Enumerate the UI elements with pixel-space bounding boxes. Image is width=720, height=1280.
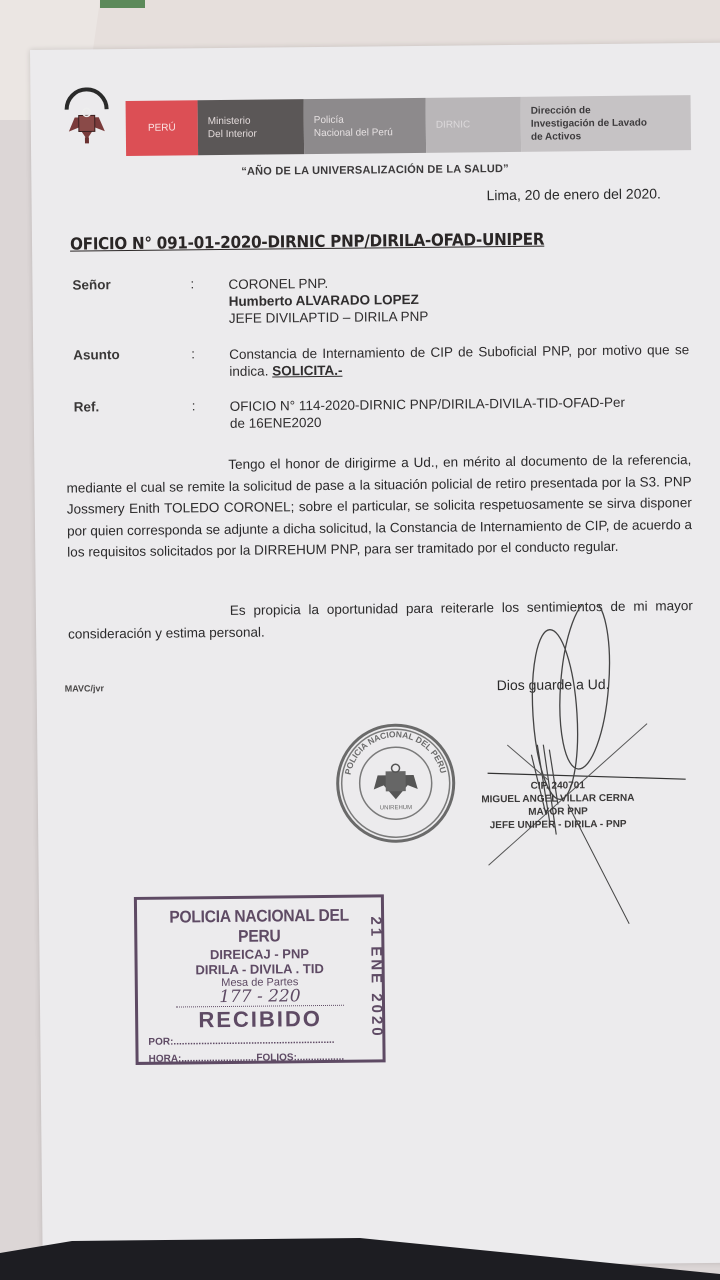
signatory-block [468, 779, 649, 833]
addressee-rank: CORONEL PNP. [228, 275, 329, 292]
closing-salutation: Dios guarde a Ud. [496, 675, 610, 694]
addressee-position: JEFE DIVILAPTID – DIRILA PNP [228, 308, 429, 326]
stamp-mesa-partes: Mesa de Partes [221, 976, 299, 990]
reference-label: Ref. [73, 399, 100, 415]
stamp-status: RECIBIDO [176, 1005, 344, 1034]
body-paragraph-1: Tengo el honor de dirigirme a Ud., en mérito al documento de la referencia, mediante el cual se remite la solicitud de pase a la situación policial de retiro presentada por la S3. PNP Jossmery Enith TOLEDO CORONEL; sobre el particular, se solicita respetuosamente se sirva disponer por quien corresponda se adjunte a dicha solicitud, la Constancia de Internamiento de CIP, de acuerdo a los requisitos solicitados por la DIRREHUM PNP, para ser tramitado por el conducto regular. [66, 452, 693, 560]
peru-label: PERÚ [126, 100, 199, 156]
stamp-handwritten-number: 177 - 220 [219, 986, 301, 1008]
subject-colon: : [191, 346, 196, 362]
received-stamp [134, 894, 386, 1065]
handwritten-signature [426, 603, 690, 946]
signatory-rank: MAYOR PNP [528, 806, 588, 818]
reference-colon: : [191, 398, 196, 414]
stamp-institution: POLICIA NACIONAL DEL PERU [169, 905, 349, 946]
addressee-colon: : [190, 276, 195, 292]
institutional-header-band [126, 95, 692, 156]
stamp-direccion: DIREICAJ - PNP [209, 946, 310, 963]
subject-label: Asunto [73, 347, 120, 363]
stamp-date: 21 ENE 2020 [367, 916, 386, 1039]
background-object [100, 0, 145, 8]
ministerio-label: Ministerio Del Interior [198, 99, 305, 155]
reference-text: OFICIO N° 114-2020-DIRNIC PNP/DIRILA-DIVILA-TID-OFAD-Per de 16ENE2020 [229, 394, 626, 431]
initials: MAVC/jvr [64, 683, 105, 694]
document-page [30, 43, 720, 1270]
direccion-label: Dirección de Investigación de Lavado de Activos [521, 95, 692, 152]
year-motto: “AÑO DE LA UNIVERSALIZACIÓN DE LA SALUD” [241, 162, 509, 178]
addressee-label: Señor [72, 277, 111, 293]
addressee-block [228, 274, 428, 327]
signatory-cip: CIP. 240701 [530, 780, 585, 792]
oficio-number: OFICIO N° 091-01-2020-DIRNIC PNP/DIRILA-OFAD-UNIPER [69, 229, 545, 254]
subject-emphasis: SOLICITA.- [272, 362, 343, 379]
subject-text: Constancia de Internamiento de CIP de Suboficial PNP, por motivo que se indica. SOLICITA.- [229, 342, 690, 379]
peru-coat-of-arms-icon [58, 87, 115, 148]
signatory-position: JEFE UNIPER - DIRILA - PNP [489, 818, 627, 832]
document-date: Lima, 20 de enero del 2020. [486, 185, 661, 204]
addressee-name: Humberto ALVARADO LOPEZ [228, 291, 419, 309]
policia-label: Policía Nacional del Perú [304, 98, 427, 154]
stamp-division: DIRILA - DIVILA . TID [195, 960, 324, 978]
dirnic-label: DIRNIC [426, 97, 522, 153]
stamp-hora-folios-field: HORA:...........................FOLIOS:................. [148, 1051, 345, 1065]
svg-text:POLICIA NACIONAL DEL PERU: POLICIA NACIONAL DEL PERU [342, 729, 449, 776]
body-paragraph-2: Es propicia la oportunidad para reiterarle los sentimientos de mi mayor consideración y estima personal. [68, 598, 693, 642]
signatory-name: MIGUEL ANGEL VILLAR CERNA [481, 792, 635, 806]
stamp-por-field: POR:.......................................................... [148, 1034, 335, 1048]
svg-text:UNIREHUM: UNIREHUM [379, 805, 413, 812]
